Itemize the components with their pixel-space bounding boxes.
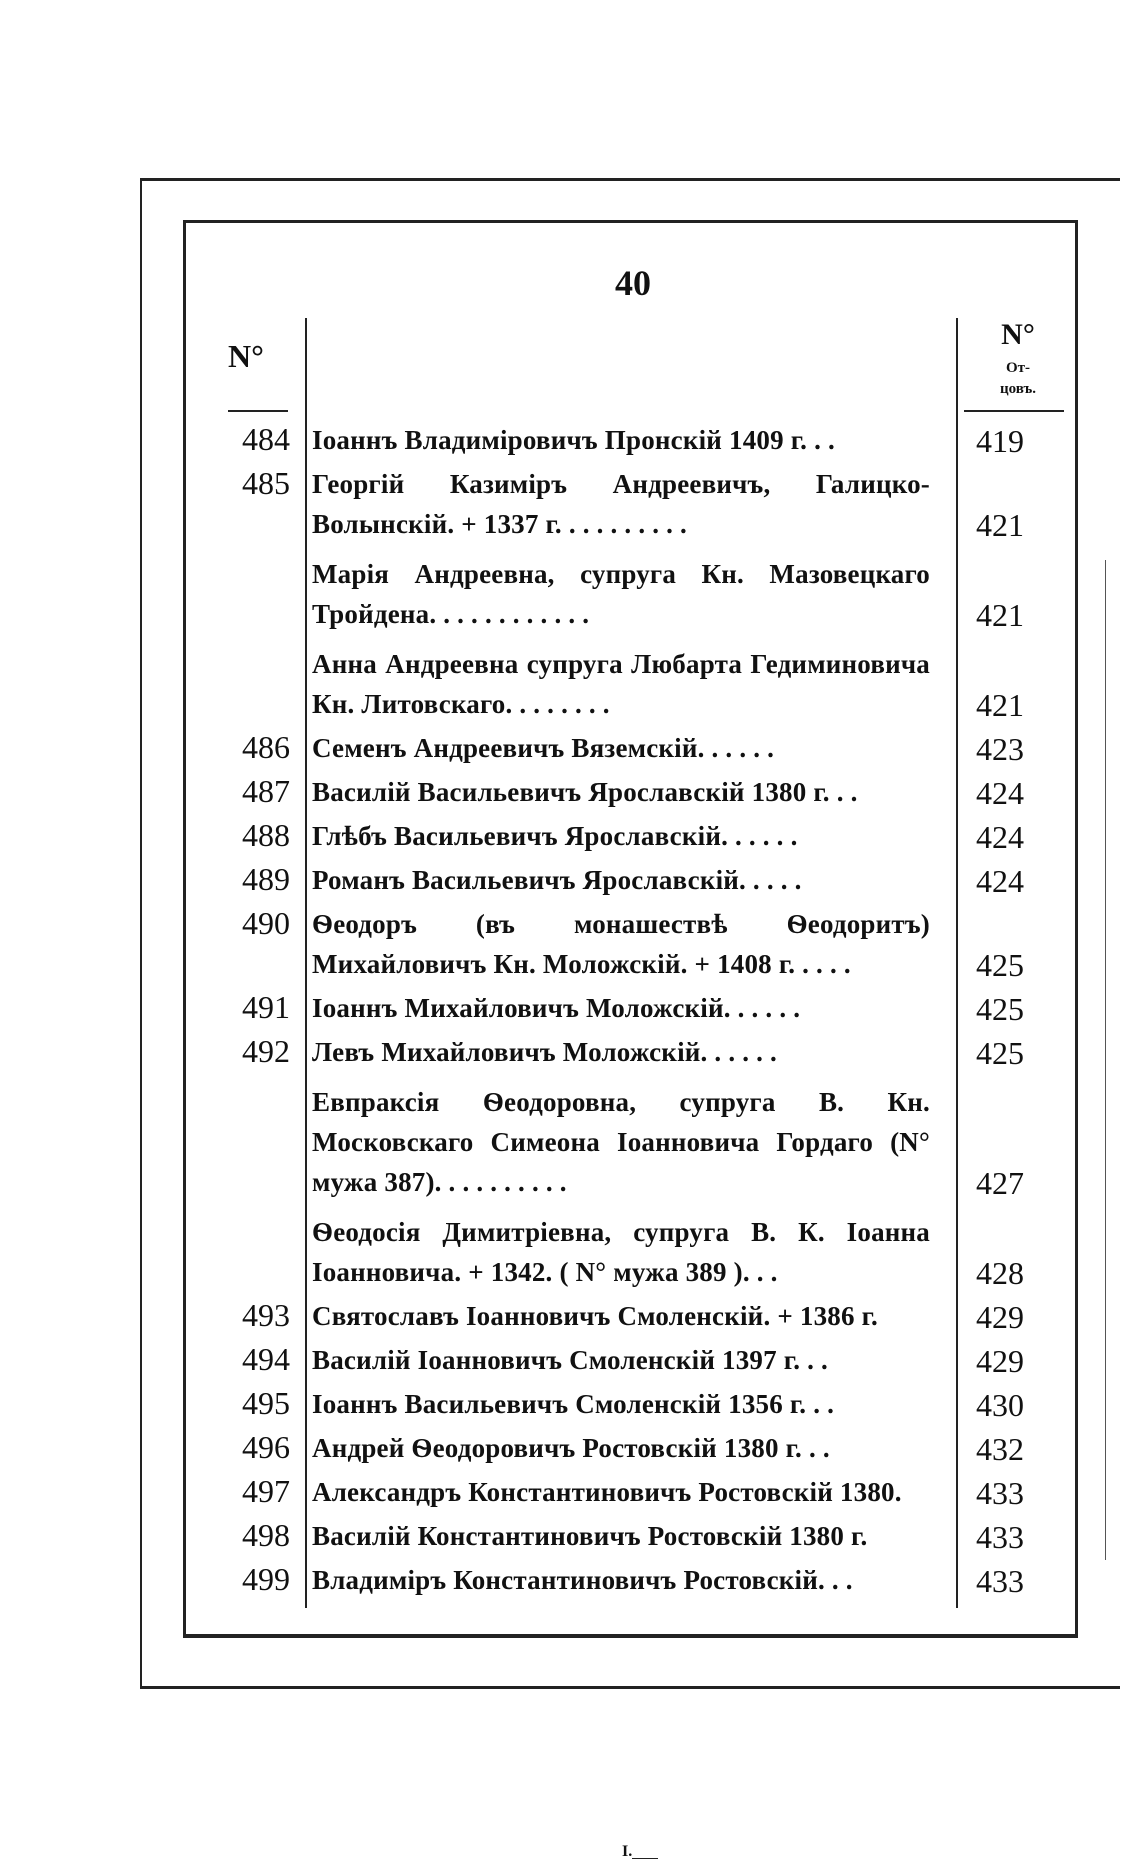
entry-text: Іоаннъ Владиміровичъ Пронскій 1409 г. . .	[312, 425, 835, 455]
entry-text: Марія Андреевна, супруга Кн. Мазовецкаго Тройдена. . . . . . . . . . . .	[312, 559, 930, 629]
entry-reference: 430	[976, 1387, 1024, 1423]
table-row	[186, 1516, 1076, 1556]
page-number: 40	[615, 263, 651, 303]
number-column-header: N°	[228, 338, 264, 374]
entry-reference: 432	[976, 1431, 1024, 1467]
table-row	[186, 1384, 1076, 1424]
entry-number: 492	[242, 1033, 290, 1069]
table-row	[186, 860, 1076, 900]
table-row	[186, 464, 1076, 544]
entry-reference: 424	[976, 775, 1024, 811]
entry-number: 489	[242, 861, 290, 897]
table-row	[186, 1428, 1076, 1468]
entry-number: 485	[242, 465, 290, 501]
outer-frame-bottom-rule	[140, 1686, 1120, 1689]
table-row	[186, 1296, 1076, 1336]
entry-reference: 424	[976, 863, 1024, 899]
entry-text: Анна Андреевна супруга Любарта Гедиминовича Кн. Литовскаго. . . . . . . .	[312, 649, 930, 719]
reference-subheader-line2: цовъ.	[1000, 381, 1036, 397]
table-row	[186, 1212, 1076, 1292]
entry-number: 497	[242, 1473, 290, 1509]
table-row	[186, 904, 1076, 984]
entries-table	[186, 420, 1076, 1604]
reference-column-header: N°	[1001, 318, 1035, 351]
entry-text: Святославъ Іоанновичъ Смоленскій. + 1386 г.	[312, 1301, 878, 1331]
entry-text: Ѳеодоръ (въ монашествѣ Ѳеодоритъ) Михайловичъ Кн. Моложскій. + 1408 г. . . . .	[312, 909, 930, 979]
entry-text: Андрей Ѳеодоровичъ Ростовскій 1380 г. . .	[312, 1433, 830, 1463]
table-row	[186, 1340, 1076, 1380]
entry-text: Глѣбъ Васильевичъ Ярославскій. . . . . .	[312, 821, 798, 851]
entry-reference: 421	[976, 687, 1024, 723]
entry-text: Романъ Васильевичъ Ярославскій. . . . .	[312, 865, 802, 895]
entry-reference: 419	[976, 423, 1024, 459]
entry-number: 488	[242, 817, 290, 853]
entry-text: Георгій Казиміръ Андреевичъ, Галицко-Волынскій. + 1337 г. . . . . . . . . .	[312, 469, 930, 539]
entry-text: Левъ Михайловичъ Моложскій. . . . . .	[312, 1037, 777, 1067]
entry-text: Василій Іоанновичъ Смоленскій 1397 г. . .	[312, 1345, 828, 1375]
entry-number: 498	[242, 1517, 290, 1553]
entry-text: Евпраксія Ѳеодоровна, супруга В. Кн. Московскаго Симеона Іоанновича Гордаго (N° мужа 387). . . . . . . . . .	[312, 1087, 930, 1197]
header-underline	[964, 410, 1064, 412]
header-underline	[228, 410, 288, 412]
table-row	[186, 1472, 1076, 1512]
entry-number: 484	[242, 421, 290, 457]
outer-frame-top-rule	[140, 178, 1120, 181]
table-row	[186, 1560, 1076, 1600]
entry-reference: 423	[976, 731, 1024, 767]
entry-text: Владиміръ Константиновичъ Ростовскій. . .	[312, 1565, 853, 1595]
entry-number: 490	[242, 905, 290, 941]
entry-reference: 424	[976, 819, 1024, 855]
entry-reference: 421	[976, 597, 1024, 633]
entry-number: 495	[242, 1385, 290, 1421]
footer-mark: I.	[622, 1843, 633, 1860]
entry-number: 486	[242, 729, 290, 765]
entry-reference: 433	[976, 1519, 1024, 1555]
entry-number: 493	[242, 1297, 290, 1333]
outer-frame-right-rule	[1105, 560, 1106, 1560]
entry-text: Ѳеодосія Димитріевна, супруга В. К. Іоанна Іоанновича. + 1342. ( N° мужа 389 ). . .	[312, 1217, 930, 1287]
table-row	[186, 772, 1076, 812]
entry-reference: 429	[976, 1299, 1024, 1335]
table-row	[186, 1082, 1076, 1202]
table-row	[186, 554, 1076, 634]
table-row	[186, 988, 1076, 1028]
reference-subheader-line1: От-	[1005, 360, 1031, 376]
entry-number: 487	[242, 773, 290, 809]
entry-reference: 421	[976, 507, 1024, 543]
entry-text: Василій Васильевичъ Ярославскій 1380 г. . .	[312, 777, 858, 807]
table-row	[186, 420, 1076, 460]
entry-reference: 425	[976, 991, 1024, 1027]
entry-reference: 433	[976, 1563, 1024, 1599]
entry-reference: 433	[976, 1475, 1024, 1511]
outer-frame-left-rule	[140, 178, 142, 1686]
table-row	[186, 1032, 1076, 1072]
table-row	[186, 728, 1076, 768]
entry-reference: 425	[976, 947, 1024, 983]
entry-reference: 428	[976, 1255, 1024, 1291]
entry-reference: 427	[976, 1165, 1024, 1201]
entry-text: Іоаннъ Михайловичъ Моложскій. . . . . .	[312, 993, 801, 1023]
entry-number: 496	[242, 1429, 290, 1465]
table-row	[186, 644, 1076, 724]
entry-reference: 425	[976, 1035, 1024, 1071]
entry-text: Іоаннъ Васильевичъ Смоленскій 1356 г. . .	[312, 1389, 835, 1419]
entry-number: 494	[242, 1341, 290, 1377]
entry-reference: 429	[976, 1343, 1024, 1379]
reference-column-subheader	[960, 358, 1076, 400]
entry-text: Семенъ Андреевичъ Вяземскій. . . . . .	[312, 733, 775, 763]
entry-number: 491	[242, 989, 290, 1025]
entry-text: Василій Константиновичъ Ростовскій 1380 г.	[312, 1521, 868, 1551]
entry-text: Александръ Константиновичъ Ростовскій 1380.	[312, 1477, 902, 1507]
table-row	[186, 816, 1076, 856]
entry-number: 499	[242, 1561, 290, 1597]
